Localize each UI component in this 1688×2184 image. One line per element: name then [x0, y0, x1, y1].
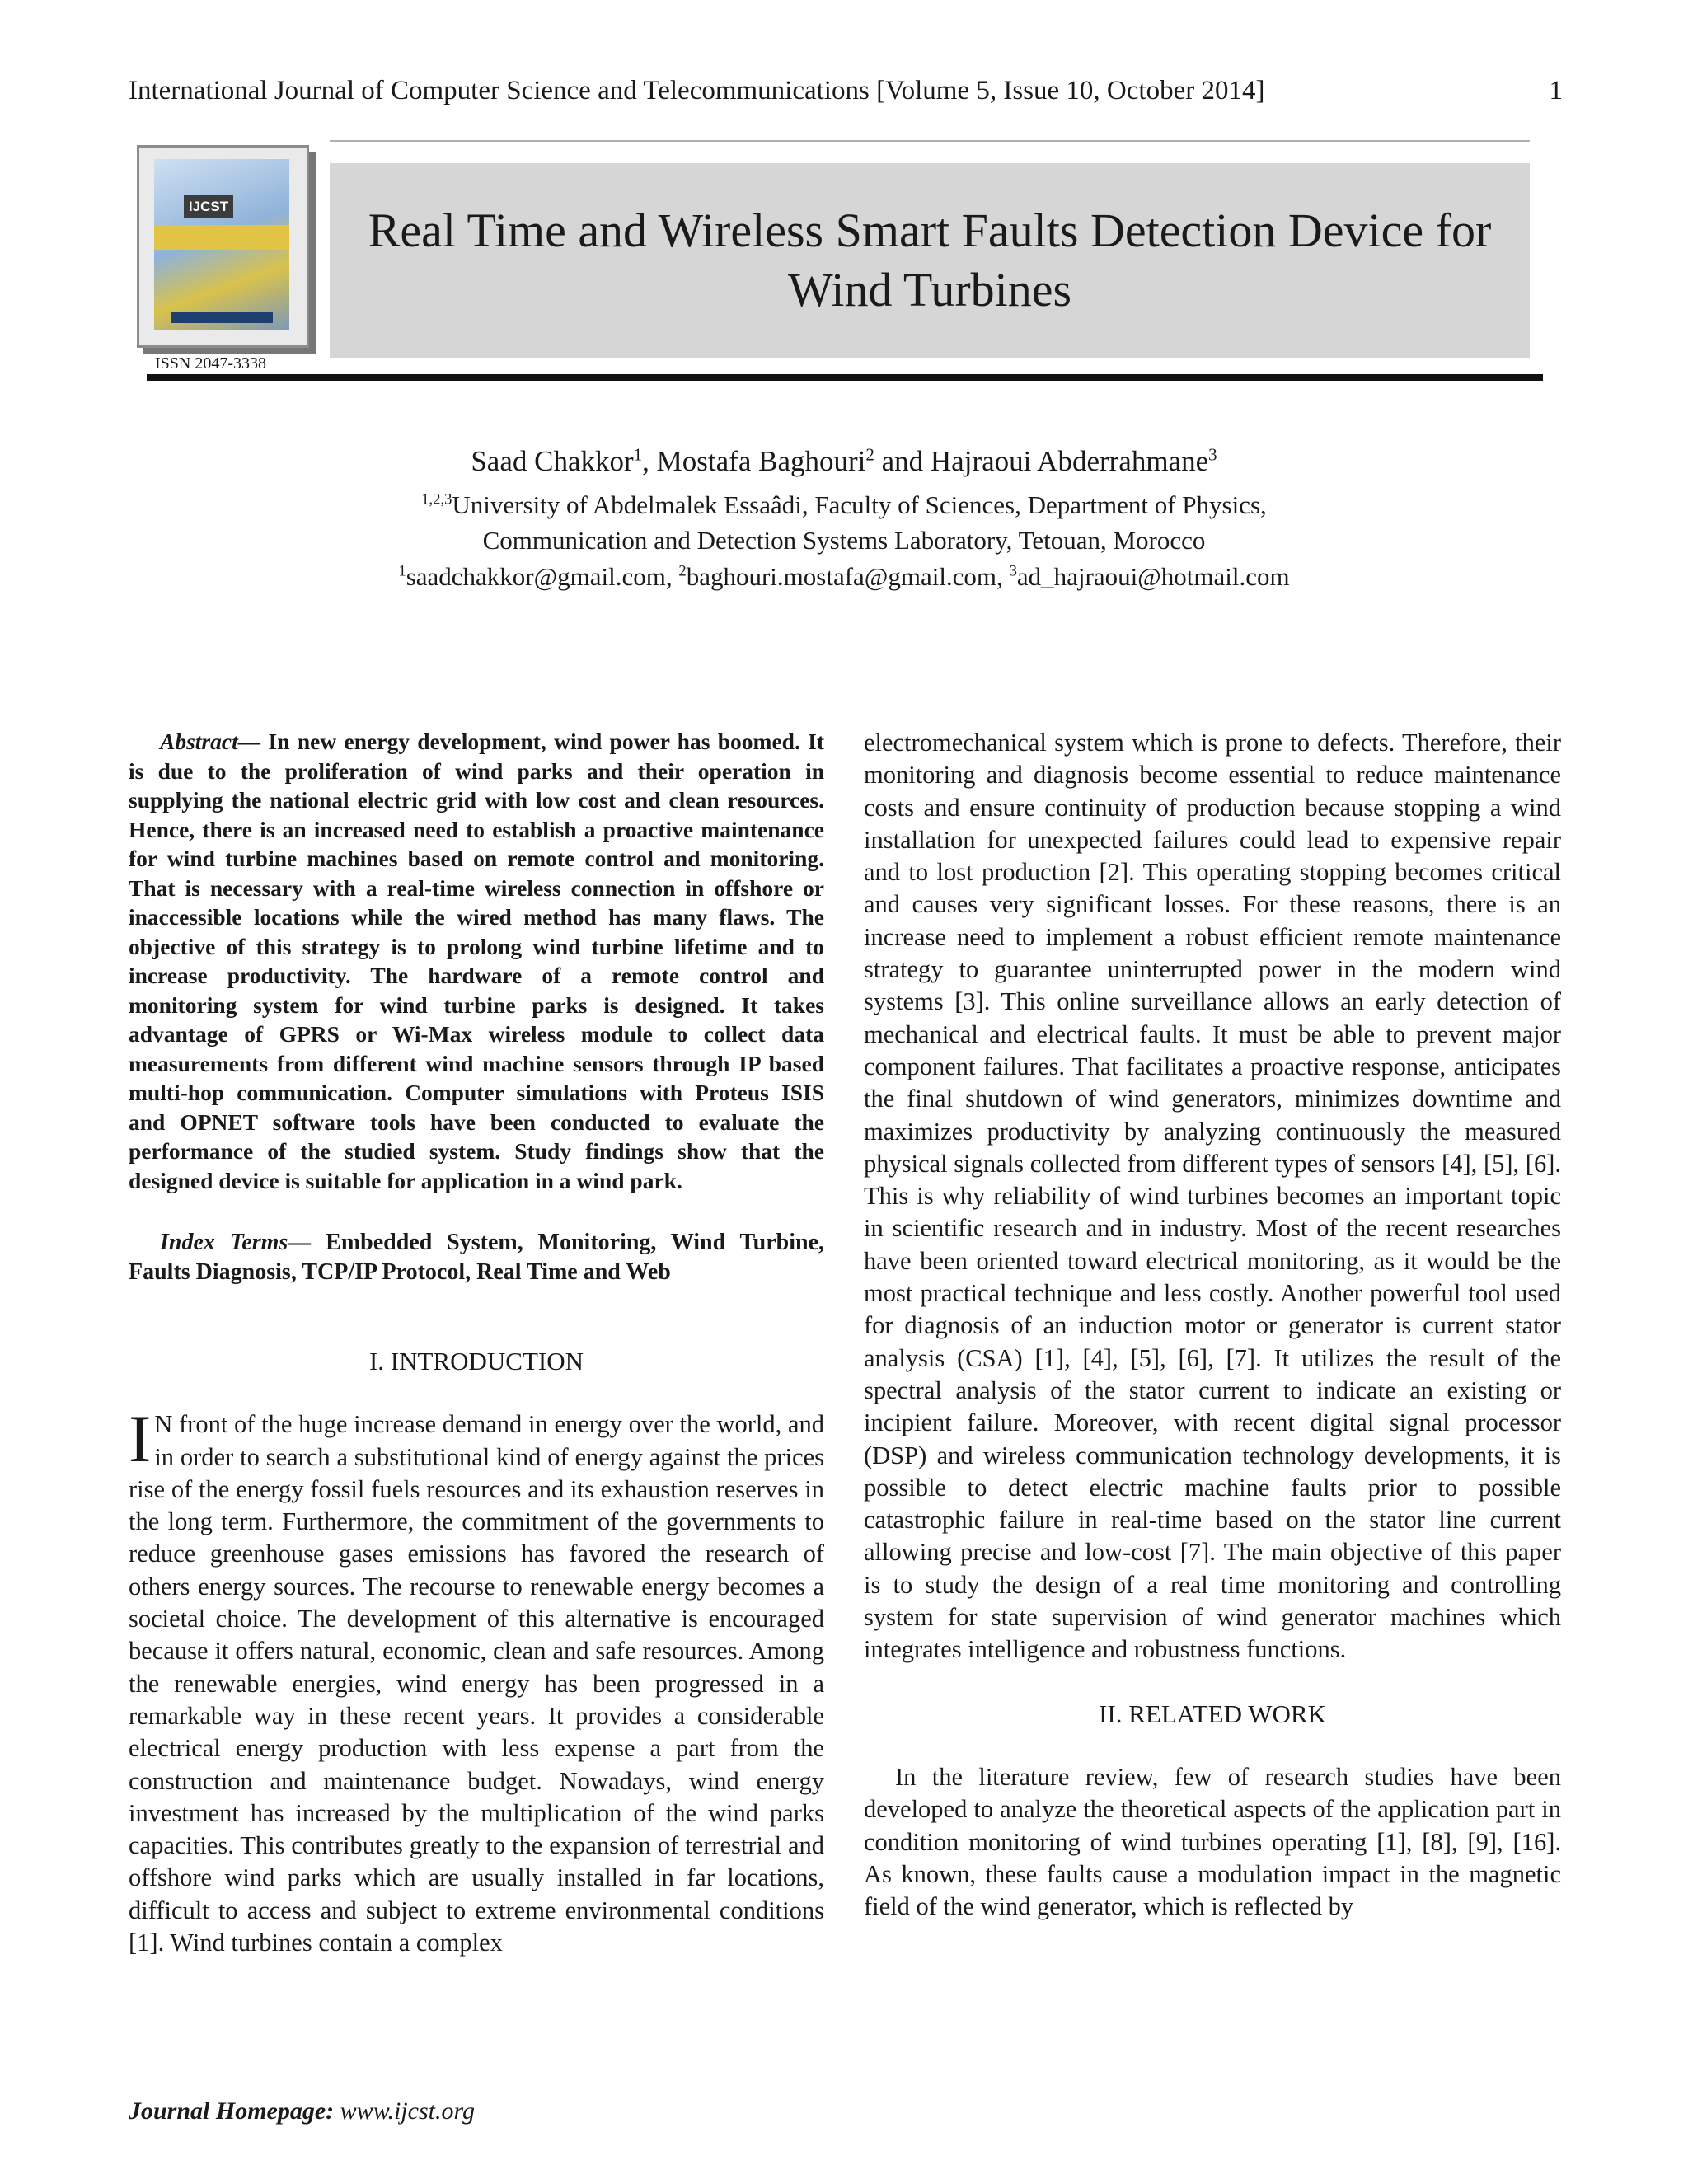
journal-title: International Journal of Computer Science and Telecommunications [Volume 5, Issue 10, October 2014] [129, 76, 1265, 105]
page-footer [129, 2097, 475, 2125]
section-heading-related-work: II. RELATED WORK [1099, 1699, 1326, 1728]
footer-homepage-link[interactable]: www.ijcst.org [340, 2097, 476, 2125]
cover-footer-strip [171, 312, 273, 323]
running-header [129, 76, 1563, 106]
email-2-sup: 2 [678, 562, 687, 580]
email-3: ad_hajraoui@hotmail.com [1016, 562, 1290, 591]
related-work-paragraph: In the literature review, few of research studies have been developed to analyze the theoretical aspects of the application part in condition monitoring of wind turbines operating [1], [8], [9], [16]. As known, these faults cause a modulation impact in the magnetic field of the wind generator, which is reflected by [864, 1762, 1561, 1921]
introduction-text: N front of the huge increase demand in energy over the world, and in order to search a substitutional kind of energy against the prices rise of the energy fossil fuels resources and its exhaustion reserves in the long term. Furthermore, the commitment of the governments to reduce greenhouse gases emissions has favored the research of others energy sources. The recourse to renewable energy becomes a societal choice. The development of this alternative is encouraged because it offers natural, economic, clean and safe resources. Among the renewable energies, wind energy has been progressed in a remarkable way in these recent years. It provides a considerable electrical energy production with less expense a part from the construction and maintenance budget. Nowadays, wind energy investment has increased by the multiplication of the wind parks capacities. This contributes greatly to the expansion of terrestrial and offshore wind parks which are usually installed in far locations, difficult to access and subject to extreme environmental conditions [1]. Wind turbines contain a complex [129, 1410, 824, 1957]
footer-label: Journal Homepage: [129, 2097, 340, 2125]
author-line [0, 445, 1688, 478]
journal-cover-image [137, 145, 309, 348]
author-3: and Hajraoui Abderrahmane [874, 445, 1209, 477]
index-terms [129, 1228, 824, 1287]
affiliation-line-1 [0, 490, 1688, 520]
author-2: , Mostafa Baghouri [642, 445, 866, 477]
introduction-paragraph [129, 1401, 824, 1959]
title-rule-top [330, 140, 1530, 142]
introduction-continuation: electromechanical system which is prone to defects. Therefore, their monitoring and diagnosis become essential to reduce maintenance costs and ensure continuity of production because stopping a wind installation for unexpected failures could lead to expensive repair and to lost production [2]. This operating stopping becomes critical and causes very significant losses. For these reasons, there is an increase need to implement a robust efficient remote maintenance strategy to guarantee uninterrupted power in the modern wind systems [3]. This online surveillance allows an early detection of mechanical and electrical faults. It must be able to prevent major component failures. That facilitates a proactive response, anticipates the final shutdown of wind generators, minimizes downtime and maximizes productivity by analyzing continuously the measured physical signals collected from different types of sensors [4], [5], [6]. This is why reliability of wind turbines becomes an important topic in scientific research and in industry. Most of the recent researches have been oriented toward electrical monitoring, as it would be the most practical technique and less costly. Another powerful tool used for diagnosis of an induction motor or generator is current stator analysis (CSA) [1], [4], [5], [6], [7]. It utilizes the result of the spectral analysis of the stator current to indicate an existing or incipient failure. Moreover, with recent digital signal processor (DSP) and wireless communication technology developments, it is possible to detect electric machine faults prior to possible catastrophic failure in real-time based on the stator line current allowing precise and low-cost [7]. The main objective of this paper is to study the design of a real time monitoring and controlling system for state supervision of wind generator machines which integrates intelligence and robustness functions. [864, 729, 1561, 1664]
affiliation-text-1: University of Abdelmalek Essaâdi, Faculty of Sciences, Department of Physics, [452, 490, 1267, 519]
title-box [330, 163, 1530, 358]
email-2: baghouri.mostafa@gmail.com, [686, 562, 1010, 591]
drop-cap: I [129, 1401, 152, 1477]
author-1: Saad Chakkor [471, 445, 634, 477]
index-terms-label: Index Terms— [160, 1230, 312, 1255]
cover-artwork [154, 159, 289, 330]
cover-band [154, 225, 289, 250]
left-column [129, 727, 824, 1959]
email-1: saadchakkor@gmail.com, [406, 562, 679, 591]
abstract-label: Abstract— [160, 729, 261, 754]
email-3-sup: 3 [1009, 562, 1017, 580]
author-2-sup: 2 [865, 444, 874, 465]
affiliation-line-2: Communication and Detection Systems Laboratory, Tetouan, Morocco [482, 526, 1206, 555]
page-number: 1 [1549, 76, 1563, 105]
abstract-text: In new energy development, wind power has boomed. It is due to the proliferation of wind parks and their operation in supplying the national electric grid with low cost and clean resources. Hence, there is an increased need to establish a proactive maintenance for wind turbine machines based on remote control and monitoring. That is necessary with a real-time wireless connection in offshore or inaccessible locations while the wired method has many flaws. The objective of this strategy is to prolong wind turbine lifetime and to increase productivity. The hardware of a remote control and monitoring system for wind turbine parks is designed. It takes advantage of GPRS or Wi-Max wireless module to collect data measurements from different wind machine sensors through IP based multi-hop communication. Computer simulations with Proteus ISIS and OPNET software tools have been conducted to evaluate the performance of the studied system. Study findings show that the designed device is suitable for application in a wind park. [129, 729, 824, 1193]
author-3-sup: 3 [1208, 444, 1217, 465]
index-terms-text: Embedded System, Monitoring, Wind Turbine, Faults Diagnosis, TCP/IP Protocol, Real Time and Web [129, 1230, 825, 1285]
title-rule-bottom [147, 374, 1543, 381]
author-1-sup: 1 [633, 444, 643, 465]
email-line [0, 562, 1688, 592]
section-heading-introduction: I. INTRODUCTION [368, 1347, 584, 1376]
paper-title: Real Time and Wireless Smart Faults Detection Device for Wind Turbines [368, 204, 1492, 316]
cover-logo: IJCST [184, 195, 233, 218]
affiliation-sup: 1,2,3 [421, 490, 452, 509]
issn-label: ISSN 2047-3338 [155, 354, 267, 373]
right-column [864, 727, 1561, 1923]
abstract [129, 727, 824, 1195]
email-1-sup: 1 [398, 562, 406, 580]
